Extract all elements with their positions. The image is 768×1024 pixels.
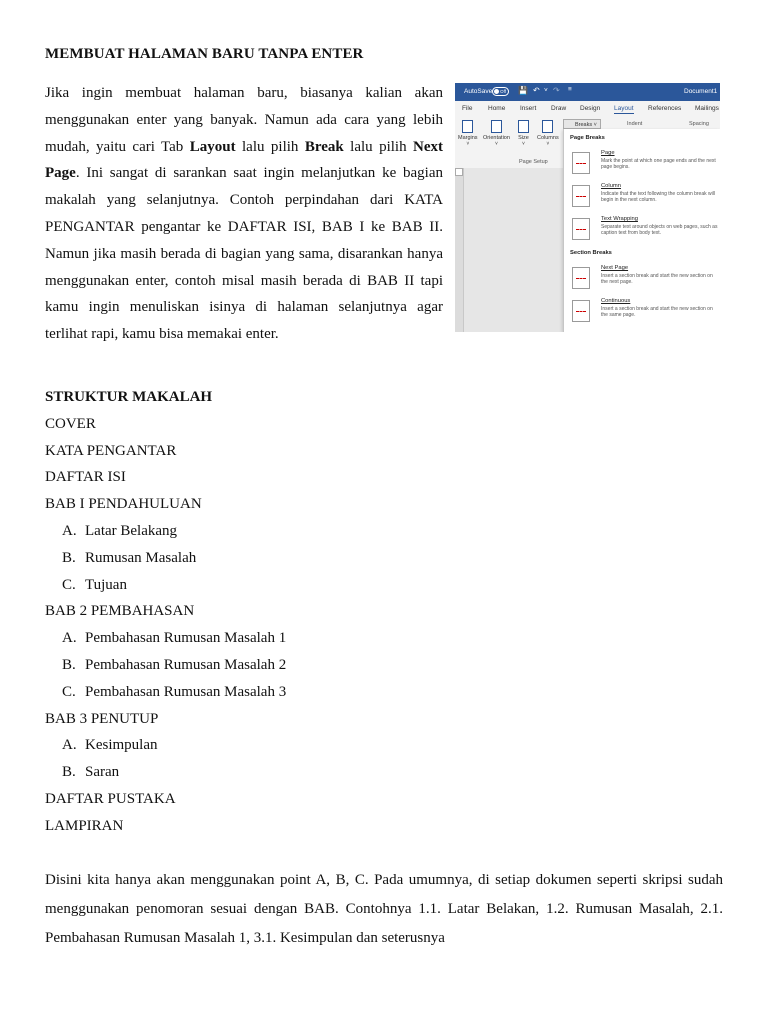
structure-subitem [45, 732, 645, 759]
redo-icon: ↷ [553, 86, 560, 95]
line-text: BAB I PENDAHULUAN [45, 496, 202, 513]
continuous-break-icon [572, 300, 590, 322]
line-text: BAB 3 PENUTUP [45, 710, 159, 727]
column-break-icon [572, 185, 590, 207]
structure-subitem [45, 572, 645, 599]
size-icon [518, 120, 529, 133]
line-text: Latar Belakang [85, 522, 178, 539]
tab-layout: Layout [614, 105, 634, 112]
tab-mailings: Mailings [695, 105, 719, 112]
columns-label: Columns [537, 135, 559, 141]
document-name: Document1 [684, 88, 718, 95]
line-text: BAB 2 PEMBAHASAN [45, 603, 195, 620]
structure-line [45, 491, 645, 518]
tab-references: References [648, 105, 682, 112]
structure-subitem [45, 545, 645, 572]
list-marker: A. [62, 522, 77, 539]
tab-home: Home [488, 105, 506, 112]
break-option-text-wrapping [570, 216, 718, 244]
break-option-desc: Mark the point at which one page ends and the next page begins. [601, 158, 716, 171]
chevron-down-icon: ˅ [494, 141, 498, 147]
page-setup-label: Page Setup [519, 159, 548, 165]
margins-button [458, 120, 478, 147]
orientation-label: Orientation [483, 135, 510, 141]
list-marker: A. [62, 630, 77, 647]
line-text: Saran [85, 764, 120, 781]
page-title: MEMBUAT HALAMAN BARU TANPA ENTER [45, 46, 364, 62]
text-wrapping-icon [572, 218, 590, 240]
list-marker: B. [62, 764, 76, 781]
line-text: Pembahasan Rumusan Masalah 2 [85, 656, 287, 673]
breaks-button [563, 119, 601, 129]
structure-line [45, 464, 645, 491]
orientation-button [483, 120, 510, 147]
intro-text-3: lalu pilih [343, 138, 414, 155]
margins-label: Margins [458, 135, 478, 141]
line-text: DAFTAR PUSTAKA [45, 790, 176, 807]
margins-icon [462, 120, 473, 133]
intro-bold-layout: Layout [189, 138, 236, 155]
chevron-down-icon: ˅ [522, 141, 525, 147]
breaks-label: Breaks [575, 122, 593, 128]
structure-subitem [45, 625, 645, 652]
break-option-desc: Insert a section break and start the new section on the next page. [601, 273, 713, 286]
list-marker: A. [62, 737, 77, 754]
line-text: KATA PENGANTAR [45, 442, 177, 459]
structure-line [45, 786, 645, 813]
break-option-column [570, 183, 718, 211]
break-option-desc: Insert a section break and start the new section on the same page. [601, 306, 713, 319]
next-page-break-icon [572, 267, 590, 289]
word-breaks-screenshot [455, 83, 720, 332]
list-marker: B. [62, 656, 76, 673]
closing-paragraph: Disini kita hanya akan menggunakan point A, B, C. Pada umumnya, di setiap dokumen seperti skripsi sudah menggunakan penomoran sesuai dengan BAB. Contohnya 1.1. Latar Belakan, 1.2. Rumusan Masalah, 2.1. Pembahasan Rumusan Masalah 1, 3.1. Kesimpulan dan seterusnya [45, 872, 723, 946]
columns-icon [542, 120, 553, 133]
structure-line [45, 411, 645, 438]
tab-file: File [462, 105, 473, 112]
autosave-label: AutoSave [464, 88, 493, 95]
vertical-ruler [455, 168, 464, 332]
line-text: Tujuan [85, 576, 127, 593]
break-option-next-page [570, 265, 718, 293]
tab-stop-icon [455, 168, 463, 176]
structure-section [45, 384, 645, 840]
structure-subitem [45, 652, 645, 679]
breaks-dropdown [563, 129, 720, 332]
list-marker: B. [62, 549, 76, 566]
autosave-toggle: Off [492, 87, 509, 96]
structure-line [45, 598, 645, 625]
intro-bold-next-page: Next Page [45, 138, 444, 182]
intro-text-4: . Ini sangat di sarankan saat ingin melanjutkan ke bagian makalah yang selanjutnya. Contoh perpindahan dari KATA PENGANTAR pengantar ke DAFTAR ISI, BAB I ke BAB II. Namun jika masih berada di bagian yang sama, disarankan hanya menggunakan enter, contoh misal masih berada di BAB II tapi kamu ingin menuliskan isinya di halaman selanjutnya agar terlihat rapi, kamu bisa memakai enter. [45, 165, 443, 343]
break-option-desc: Separate text around objects on web pages, such as caption text from body text. [601, 224, 718, 237]
page-breaks-heading: Page Breaks [570, 135, 605, 141]
spacing-label: Spacing [689, 121, 709, 127]
structure-line [45, 813, 645, 840]
line-text: DAFTAR ISI [45, 469, 126, 486]
word-titlebar [455, 83, 720, 101]
line-text: Rumusan Masalah [85, 549, 197, 566]
tab-draw: Draw [551, 105, 567, 112]
tab-design: Design [580, 105, 601, 112]
section-breaks-heading: Section Breaks [570, 250, 612, 256]
break-option-name: Continuous [601, 298, 631, 304]
line-text: Pembahasan Rumusan Masalah 3 [85, 683, 287, 700]
intro-text-2: lalu pilih [235, 138, 305, 155]
line-text: COVER [45, 415, 96, 432]
page-break-icon [572, 152, 590, 174]
break-option-name: Column [601, 183, 621, 189]
chevron-down-icon: ˅ [593, 122, 597, 128]
structure-subitem [45, 759, 645, 786]
orientation-icon [491, 120, 502, 133]
chevron-down-icon: ˅ [544, 87, 548, 94]
list-marker: C. [62, 576, 76, 593]
tab-insert: Insert [520, 105, 537, 112]
list-marker: C. [62, 683, 76, 700]
break-option-continuous [570, 298, 718, 326]
intro-bold-break: Break [304, 138, 344, 155]
break-option-name: Next Page [601, 265, 629, 271]
structure-subitem [45, 679, 645, 706]
chevron-down-icon: ˅ [546, 141, 550, 147]
line-text: Pembahasan Rumusan Masalah 1 [85, 630, 287, 647]
indent-label: Indent [627, 121, 643, 127]
undo-icon: ↶ [533, 86, 540, 95]
word-menubar [455, 101, 720, 116]
structure-subitem [45, 518, 645, 545]
intro-text-1: Jika ingin membuat halaman baru, biasanya kalian akan menggunakan enter yang banyak. Namun ada cara yang lebih mudah, yaitu cari Tab [45, 85, 443, 155]
save-icon: 💾 [518, 86, 528, 95]
customize-icon: ≡ [568, 86, 572, 93]
structure-line [45, 706, 645, 733]
break-option-page [570, 150, 718, 178]
document-canvas [455, 168, 563, 332]
intro-paragraph [45, 80, 443, 348]
size-label: Size [518, 135, 529, 141]
structure-heading: STRUKTUR MAKALAH [45, 389, 213, 405]
structure-line [45, 438, 645, 465]
columns-button [537, 120, 559, 147]
break-option-name: Page [601, 150, 615, 156]
break-option-name: Text Wrapping [601, 216, 638, 222]
size-button [518, 120, 529, 147]
line-text: LAMPIRAN [45, 817, 124, 834]
chevron-down-icon: ˅ [466, 141, 470, 147]
line-text: Kesimpulan [85, 737, 158, 754]
break-option-desc: Indicate that the text following the column break will begin in the next column. [601, 191, 715, 204]
